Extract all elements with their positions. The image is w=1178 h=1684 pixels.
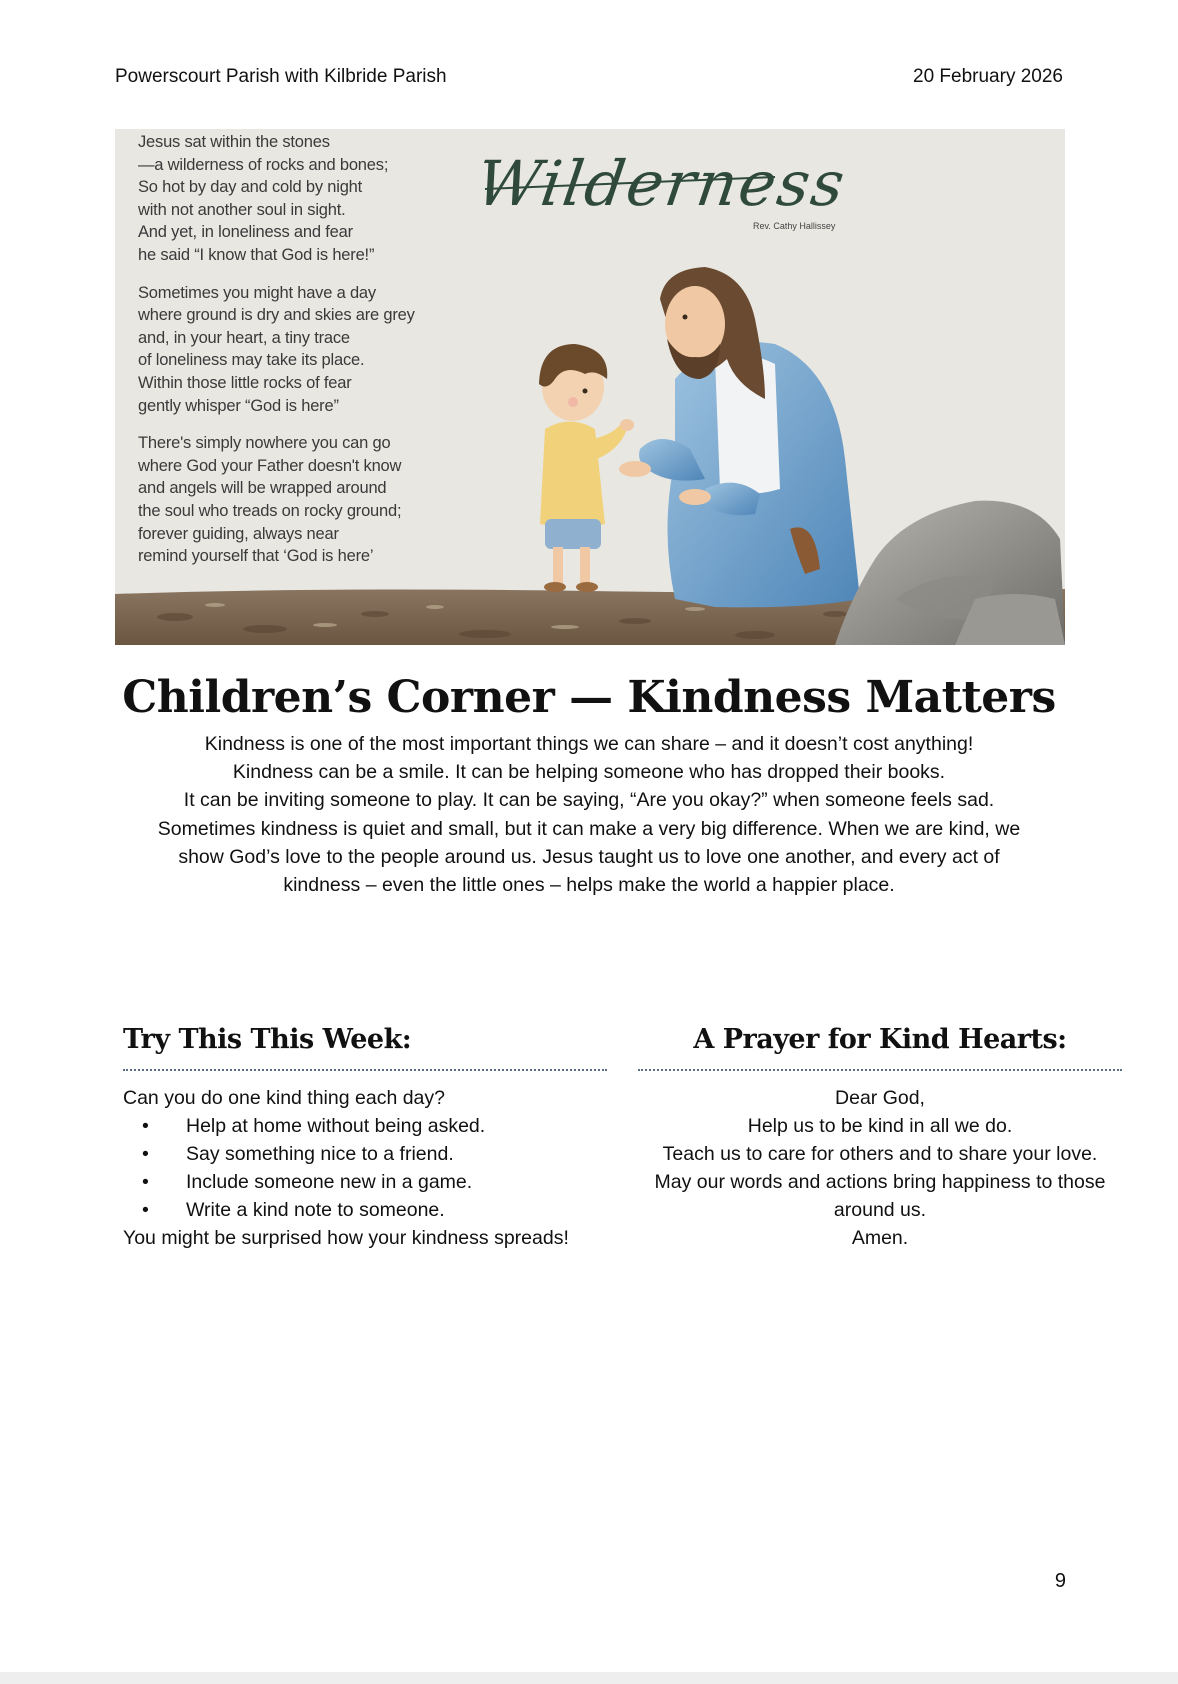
prayer-line: May our words and actions bring happiness to those bbox=[654, 1171, 1106, 1193]
poem-line: And yet, in loneliness and fear bbox=[138, 223, 353, 242]
body-line: show God’s love to the people around us. Jesus taught us to love one another, and every act of bbox=[178, 845, 1000, 868]
list-item: • Help at home without being asked. bbox=[123, 1112, 623, 1140]
childrens-corner-title: Children’s Corner — Kindness Matters bbox=[122, 672, 1056, 723]
poem-line: the soul who treads on rocky ground; bbox=[138, 501, 402, 520]
poem-line: where God your Father doesn't know bbox=[138, 456, 402, 475]
poem-line: forever guiding, always near bbox=[138, 524, 339, 543]
childrens-corner-body bbox=[130, 730, 1048, 899]
poem-line: —a wilderness of rocks and bones; bbox=[138, 155, 389, 174]
prayer-line: Amen. bbox=[851, 1227, 909, 1249]
body-line: It can be inviting someone to play. It can be saying, “Are you okay?” when someone feels sad. bbox=[183, 789, 995, 812]
list-item: • Say something nice to a friend. bbox=[123, 1140, 623, 1168]
banner-title: Wilderness bbox=[471, 147, 851, 220]
poem-line: where ground is dry and skies are grey bbox=[138, 306, 415, 325]
poem-stanza bbox=[138, 282, 458, 418]
list-item: • Write a kind note to someone. bbox=[123, 1196, 623, 1224]
page-bottom-edge bbox=[0, 1672, 1178, 1684]
body-line: Kindness is one of the most important things we can share – and it doesn’t cost anything! bbox=[204, 733, 974, 755]
poem-stanza bbox=[138, 131, 458, 267]
try-this-intro: Can you do one kind thing each day? bbox=[123, 1087, 445, 1109]
poem-line: of loneliness may take its place. bbox=[138, 351, 365, 370]
poem-line: and angels will be wrapped around bbox=[138, 479, 387, 498]
poem-line: Jesus sat within the stones bbox=[138, 133, 330, 151]
poem-line: he said “I know that God is here!” bbox=[138, 245, 375, 264]
body-line: kindness – even the little ones – helps make the world a happier place. bbox=[283, 874, 895, 897]
poem-line: So hot by day and cold by night bbox=[138, 178, 363, 197]
prayer-line: Teach us to care for others and to share your love. bbox=[662, 1143, 1098, 1165]
page-number: 9 bbox=[1054, 1570, 1066, 1592]
try-this-heading: Try This This Week: bbox=[123, 1024, 412, 1055]
prayer-text bbox=[620, 1084, 1140, 1252]
poem-line: and, in your heart, a tiny trace bbox=[138, 328, 350, 347]
poem-line: with not another soul in sight. bbox=[138, 200, 346, 219]
try-this-section bbox=[123, 1084, 623, 1252]
prayer-line: around us. bbox=[833, 1199, 927, 1221]
poem-line: gently whisper “God is here” bbox=[138, 396, 339, 415]
poem-line: Sometimes you might have a day bbox=[138, 283, 376, 302]
poem-stanza bbox=[138, 432, 458, 568]
poem-line: Within those little rocks of fear bbox=[138, 373, 352, 392]
poem-line: There's simply nowhere you can go bbox=[138, 434, 391, 453]
dotted-divider bbox=[638, 1069, 1122, 1071]
poem-line: remind yourself that ‘God is here’ bbox=[138, 547, 374, 566]
prayer-heading: A Prayer for Kind Hearts: bbox=[693, 1024, 1067, 1055]
poem-text bbox=[138, 131, 458, 583]
body-line: Kindness can be a smile. It can be helping someone who has dropped their books. bbox=[232, 761, 946, 784]
body-line: Sometimes kindness is quiet and small, but it can make a very big difference. When we are kind, we bbox=[157, 817, 1021, 840]
dotted-divider bbox=[123, 1069, 607, 1071]
parish-name: Powerscourt Parish with Kilbride Parish bbox=[115, 66, 447, 87]
wilderness-banner-image bbox=[115, 129, 1065, 645]
kindness-list bbox=[123, 1112, 623, 1224]
try-this-outro: You might be surprised how your kindness spreads! bbox=[123, 1227, 569, 1249]
prayer-line: Dear God, bbox=[835, 1087, 925, 1109]
banner-author: Rev. Cathy Hallissey bbox=[753, 221, 836, 231]
prayer-line: Help us to be kind in all we do. bbox=[747, 1115, 1013, 1137]
issue-date: 20 February 2026 bbox=[913, 66, 1063, 87]
list-item: • Include someone new in a game. bbox=[123, 1168, 623, 1196]
